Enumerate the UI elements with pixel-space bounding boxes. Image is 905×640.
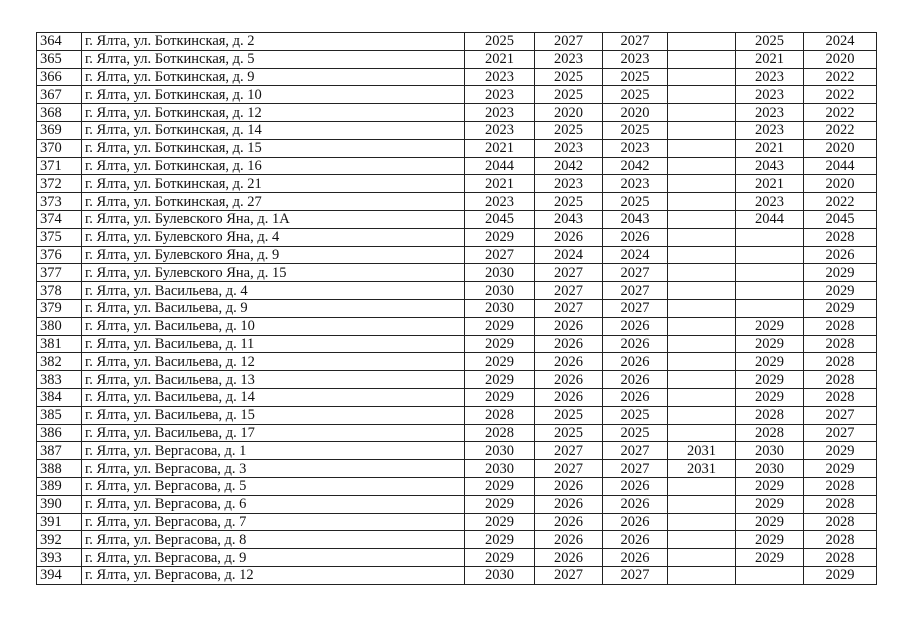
address-cell: г. Ялта, ул. Васильева, д. 15 (82, 406, 465, 424)
address-cell: г. Ялта, ул. Боткинская, д. 2 (82, 33, 465, 51)
year-col-3-cell: 2026 (603, 317, 668, 335)
row-number-cell: 376 (37, 246, 82, 264)
year-col-3-cell: 2043 (603, 210, 668, 228)
year-col-1-cell: 2045 (465, 210, 535, 228)
year-col-5-cell: 2029 (736, 371, 804, 389)
year-col-6-cell: 2020 (804, 139, 877, 157)
year-col-6-cell: 2029 (804, 566, 877, 584)
year-col-6-cell: 2044 (804, 157, 877, 175)
table-row (37, 50, 877, 68)
row-number-cell: 390 (37, 495, 82, 513)
year-col-2-cell: 2042 (535, 157, 603, 175)
year-col-6-cell: 2028 (804, 353, 877, 371)
year-col-2-cell: 2026 (535, 477, 603, 495)
address-cell: г. Ялта, ул. Булевского Яна, д. 15 (82, 264, 465, 282)
table-row (37, 228, 877, 246)
address-cell: г. Ялта, ул. Васильева, д. 4 (82, 282, 465, 300)
year-col-4-cell (668, 68, 736, 86)
row-number-cell: 366 (37, 68, 82, 86)
year-col-1-cell: 2029 (465, 549, 535, 567)
year-col-2-cell: 2027 (535, 299, 603, 317)
row-number-cell: 393 (37, 549, 82, 567)
year-col-5-cell: 2029 (736, 495, 804, 513)
year-col-3-cell: 2025 (603, 193, 668, 211)
table-row (37, 317, 877, 335)
address-cell: г. Ялта, ул. Вергасова, д. 3 (82, 460, 465, 478)
year-col-4-cell (668, 566, 736, 584)
year-col-5-cell: 2029 (736, 353, 804, 371)
table-row (37, 299, 877, 317)
year-col-4-cell (668, 121, 736, 139)
year-col-4-cell (668, 388, 736, 406)
year-col-6-cell: 2022 (804, 86, 877, 104)
row-number-cell: 374 (37, 210, 82, 228)
year-col-5-cell: 2028 (736, 406, 804, 424)
table-row (37, 121, 877, 139)
year-col-3-cell: 2025 (603, 86, 668, 104)
address-cell: г. Ялта, ул. Вергасова, д. 7 (82, 513, 465, 531)
year-col-2-cell: 2023 (535, 50, 603, 68)
year-col-2-cell: 2026 (535, 335, 603, 353)
year-col-2-cell: 2026 (535, 353, 603, 371)
year-col-2-cell: 2027 (535, 264, 603, 282)
year-col-1-cell: 2027 (465, 246, 535, 264)
table-row (37, 549, 877, 567)
year-col-1-cell: 2021 (465, 175, 535, 193)
year-col-5-cell: 2023 (736, 104, 804, 122)
row-number-cell: 373 (37, 193, 82, 211)
year-col-1-cell: 2029 (465, 495, 535, 513)
table-row (37, 104, 877, 122)
year-col-1-cell: 2030 (465, 460, 535, 478)
table-row (37, 388, 877, 406)
year-col-4-cell (668, 104, 736, 122)
year-col-3-cell: 2027 (603, 282, 668, 300)
year-col-2-cell: 2027 (535, 460, 603, 478)
year-col-5-cell (736, 566, 804, 584)
year-col-5-cell: 2025 (736, 33, 804, 51)
year-col-6-cell: 2028 (804, 335, 877, 353)
year-col-5-cell: 2029 (736, 335, 804, 353)
year-col-2-cell: 2027 (535, 282, 603, 300)
year-col-2-cell: 2025 (535, 424, 603, 442)
row-number-cell: 378 (37, 282, 82, 300)
year-col-2-cell: 2024 (535, 246, 603, 264)
table-row (37, 264, 877, 282)
year-col-2-cell: 2025 (535, 68, 603, 86)
row-number-cell: 368 (37, 104, 82, 122)
table-row (37, 531, 877, 549)
address-cell: г. Ялта, ул. Боткинская, д. 16 (82, 157, 465, 175)
year-col-3-cell: 2027 (603, 460, 668, 478)
year-col-6-cell: 2045 (804, 210, 877, 228)
address-cell: г. Ялта, ул. Боткинская, д. 27 (82, 193, 465, 211)
year-col-5-cell: 2021 (736, 139, 804, 157)
year-col-6-cell: 2028 (804, 549, 877, 567)
table-row (37, 282, 877, 300)
year-col-3-cell: 2026 (603, 228, 668, 246)
year-col-5-cell: 2030 (736, 442, 804, 460)
row-number-cell: 369 (37, 121, 82, 139)
year-col-5-cell (736, 264, 804, 282)
table-row (37, 477, 877, 495)
row-number-cell: 392 (37, 531, 82, 549)
address-cell: г. Ялта, ул. Васильева, д. 10 (82, 317, 465, 335)
address-cell: г. Ялта, ул. Булевского Яна, д. 9 (82, 246, 465, 264)
year-col-2-cell: 2023 (535, 139, 603, 157)
year-col-2-cell: 2043 (535, 210, 603, 228)
year-col-1-cell: 2021 (465, 50, 535, 68)
year-col-2-cell: 2027 (535, 33, 603, 51)
year-col-5-cell: 2029 (736, 317, 804, 335)
year-col-5-cell: 2023 (736, 193, 804, 211)
year-col-4-cell (668, 86, 736, 104)
year-col-5-cell: 2029 (736, 477, 804, 495)
year-col-6-cell: 2028 (804, 513, 877, 531)
address-cell: г. Ялта, ул. Вергасова, д. 1 (82, 442, 465, 460)
row-number-cell: 389 (37, 477, 82, 495)
year-col-1-cell: 2028 (465, 406, 535, 424)
year-col-6-cell: 2022 (804, 68, 877, 86)
year-col-3-cell: 2020 (603, 104, 668, 122)
year-col-3-cell: 2026 (603, 335, 668, 353)
year-col-6-cell: 2029 (804, 442, 877, 460)
year-col-2-cell: 2026 (535, 549, 603, 567)
table-row (37, 442, 877, 460)
year-col-3-cell: 2025 (603, 406, 668, 424)
year-col-1-cell: 2029 (465, 371, 535, 389)
year-col-2-cell: 2026 (535, 228, 603, 246)
year-col-1-cell: 2044 (465, 157, 535, 175)
year-col-6-cell: 2028 (804, 495, 877, 513)
year-col-1-cell: 2029 (465, 317, 535, 335)
year-col-5-cell: 2028 (736, 424, 804, 442)
address-cell: г. Ялта, ул. Васильева, д. 9 (82, 299, 465, 317)
table-row (37, 33, 877, 51)
address-cell: г. Ялта, ул. Боткинская, д. 9 (82, 68, 465, 86)
year-col-4-cell (668, 531, 736, 549)
year-col-5-cell (736, 299, 804, 317)
year-col-3-cell: 2026 (603, 495, 668, 513)
address-cell: г. Ялта, ул. Боткинская, д. 21 (82, 175, 465, 193)
year-col-3-cell: 2025 (603, 121, 668, 139)
address-cell: г. Ялта, ул. Булевского Яна, д. 4 (82, 228, 465, 246)
table-row (37, 371, 877, 389)
address-cell: г. Ялта, ул. Васильева, д. 12 (82, 353, 465, 371)
year-col-4-cell (668, 210, 736, 228)
address-cell: г. Ялта, ул. Вергасова, д. 6 (82, 495, 465, 513)
address-cell: г. Ялта, ул. Боткинская, д. 10 (82, 86, 465, 104)
address-cell: г. Ялта, ул. Васильева, д. 14 (82, 388, 465, 406)
year-col-6-cell: 2022 (804, 121, 877, 139)
year-col-1-cell: 2023 (465, 104, 535, 122)
year-col-6-cell: 2029 (804, 282, 877, 300)
year-col-2-cell: 2026 (535, 388, 603, 406)
year-col-5-cell: 2023 (736, 121, 804, 139)
row-number-cell: 386 (37, 424, 82, 442)
year-col-6-cell: 2026 (804, 246, 877, 264)
year-col-1-cell: 2023 (465, 68, 535, 86)
year-col-6-cell: 2022 (804, 104, 877, 122)
year-col-3-cell: 2027 (603, 33, 668, 51)
table-row (37, 353, 877, 371)
year-col-2-cell: 2026 (535, 495, 603, 513)
year-col-4-cell (668, 139, 736, 157)
year-col-3-cell: 2026 (603, 388, 668, 406)
year-col-5-cell: 2029 (736, 549, 804, 567)
buildings-repair-schedule-table (36, 32, 877, 585)
address-cell: г. Ялта, ул. Боткинская, д. 12 (82, 104, 465, 122)
year-col-3-cell: 2042 (603, 157, 668, 175)
row-number-cell: 367 (37, 86, 82, 104)
year-col-4-cell (668, 33, 736, 51)
year-col-5-cell (736, 246, 804, 264)
row-number-cell: 384 (37, 388, 82, 406)
row-number-cell: 394 (37, 566, 82, 584)
year-col-4-cell (668, 477, 736, 495)
year-col-6-cell: 2024 (804, 33, 877, 51)
year-col-1-cell: 2030 (465, 566, 535, 584)
year-col-1-cell: 2023 (465, 86, 535, 104)
address-cell: г. Ялта, ул. Васильева, д. 17 (82, 424, 465, 442)
year-col-4-cell: 2031 (668, 460, 736, 478)
year-col-4-cell (668, 228, 736, 246)
year-col-4-cell (668, 513, 736, 531)
year-col-1-cell: 2028 (465, 424, 535, 442)
table-row (37, 175, 877, 193)
address-cell: г. Ялта, ул. Боткинская, д. 14 (82, 121, 465, 139)
year-col-3-cell: 2026 (603, 477, 668, 495)
year-col-4-cell (668, 335, 736, 353)
year-col-3-cell: 2027 (603, 566, 668, 584)
year-col-2-cell: 2025 (535, 193, 603, 211)
row-number-cell: 380 (37, 317, 82, 335)
address-cell: г. Ялта, ул. Вергасова, д. 9 (82, 549, 465, 567)
row-number-cell: 383 (37, 371, 82, 389)
year-col-6-cell: 2020 (804, 175, 877, 193)
year-col-6-cell: 2028 (804, 531, 877, 549)
year-col-3-cell: 2024 (603, 246, 668, 264)
row-number-cell: 377 (37, 264, 82, 282)
year-col-1-cell: 2025 (465, 33, 535, 51)
address-cell: г. Ялта, ул. Боткинская, д. 5 (82, 50, 465, 68)
table-row (37, 246, 877, 264)
table-row (37, 157, 877, 175)
year-col-4-cell (668, 157, 736, 175)
table-row (37, 193, 877, 211)
year-col-5-cell: 2044 (736, 210, 804, 228)
year-col-6-cell: 2022 (804, 193, 877, 211)
year-col-1-cell: 2029 (465, 477, 535, 495)
year-col-5-cell: 2029 (736, 388, 804, 406)
row-number-cell: 379 (37, 299, 82, 317)
year-col-5-cell (736, 228, 804, 246)
address-cell: г. Ялта, ул. Боткинская, д. 15 (82, 139, 465, 157)
year-col-5-cell: 2023 (736, 86, 804, 104)
year-col-1-cell: 2029 (465, 228, 535, 246)
table-row (37, 139, 877, 157)
year-col-2-cell: 2025 (535, 86, 603, 104)
address-cell: г. Ялта, ул. Васильева, д. 13 (82, 371, 465, 389)
table-body (37, 33, 877, 585)
year-col-3-cell: 2026 (603, 549, 668, 567)
year-col-1-cell: 2030 (465, 442, 535, 460)
year-col-3-cell: 2023 (603, 175, 668, 193)
table-row (37, 335, 877, 353)
year-col-3-cell: 2026 (603, 371, 668, 389)
row-number-cell: 388 (37, 460, 82, 478)
year-col-6-cell: 2029 (804, 299, 877, 317)
row-number-cell: 370 (37, 139, 82, 157)
row-number-cell: 387 (37, 442, 82, 460)
year-col-3-cell: 2025 (603, 424, 668, 442)
year-col-1-cell: 2023 (465, 193, 535, 211)
year-col-4-cell (668, 50, 736, 68)
year-col-4-cell (668, 495, 736, 513)
year-col-4-cell: 2031 (668, 442, 736, 460)
year-col-3-cell: 2027 (603, 264, 668, 282)
table-row (37, 406, 877, 424)
year-col-1-cell: 2021 (465, 139, 535, 157)
year-col-2-cell: 2027 (535, 566, 603, 584)
row-number-cell: 385 (37, 406, 82, 424)
address-cell: г. Ялта, ул. Булевского Яна, д. 1А (82, 210, 465, 228)
year-col-5-cell (736, 282, 804, 300)
year-col-5-cell: 2030 (736, 460, 804, 478)
address-cell: г. Ялта, ул. Вергасова, д. 5 (82, 477, 465, 495)
row-number-cell: 371 (37, 157, 82, 175)
year-col-4-cell (668, 371, 736, 389)
year-col-6-cell: 2028 (804, 388, 877, 406)
year-col-3-cell: 2027 (603, 442, 668, 460)
year-col-4-cell (668, 406, 736, 424)
year-col-1-cell: 2030 (465, 264, 535, 282)
year-col-6-cell: 2020 (804, 50, 877, 68)
year-col-6-cell: 2027 (804, 406, 877, 424)
table-row (37, 513, 877, 531)
year-col-6-cell: 2028 (804, 371, 877, 389)
year-col-3-cell: 2027 (603, 299, 668, 317)
row-number-cell: 382 (37, 353, 82, 371)
year-col-5-cell: 2029 (736, 531, 804, 549)
year-col-6-cell: 2027 (804, 424, 877, 442)
year-col-2-cell: 2026 (535, 531, 603, 549)
year-col-5-cell: 2029 (736, 513, 804, 531)
year-col-1-cell: 2029 (465, 388, 535, 406)
address-cell: г. Ялта, ул. Вергасова, д. 12 (82, 566, 465, 584)
year-col-6-cell: 2029 (804, 460, 877, 478)
year-col-2-cell: 2020 (535, 104, 603, 122)
year-col-2-cell: 2025 (535, 121, 603, 139)
address-cell: г. Ялта, ул. Вергасова, д. 8 (82, 531, 465, 549)
table-row (37, 210, 877, 228)
year-col-6-cell: 2029 (804, 264, 877, 282)
year-col-3-cell: 2025 (603, 68, 668, 86)
table-row (37, 68, 877, 86)
year-col-4-cell (668, 353, 736, 371)
year-col-1-cell: 2029 (465, 353, 535, 371)
year-col-4-cell (668, 549, 736, 567)
year-col-2-cell: 2026 (535, 317, 603, 335)
year-col-2-cell: 2025 (535, 406, 603, 424)
year-col-3-cell: 2026 (603, 353, 668, 371)
year-col-4-cell (668, 317, 736, 335)
year-col-5-cell: 2023 (736, 68, 804, 86)
year-col-5-cell: 2021 (736, 175, 804, 193)
year-col-3-cell: 2023 (603, 139, 668, 157)
year-col-1-cell: 2030 (465, 299, 535, 317)
table-row (37, 566, 877, 584)
row-number-cell: 381 (37, 335, 82, 353)
table-row (37, 495, 877, 513)
year-col-4-cell (668, 175, 736, 193)
year-col-2-cell: 2027 (535, 442, 603, 460)
year-col-4-cell (668, 299, 736, 317)
year-col-4-cell (668, 193, 736, 211)
year-col-4-cell (668, 282, 736, 300)
row-number-cell: 391 (37, 513, 82, 531)
table-row (37, 424, 877, 442)
year-col-6-cell: 2028 (804, 477, 877, 495)
year-col-2-cell: 2023 (535, 175, 603, 193)
year-col-2-cell: 2026 (535, 513, 603, 531)
year-col-3-cell: 2026 (603, 513, 668, 531)
year-col-3-cell: 2023 (603, 50, 668, 68)
row-number-cell: 372 (37, 175, 82, 193)
year-col-1-cell: 2023 (465, 121, 535, 139)
year-col-3-cell: 2026 (603, 531, 668, 549)
year-col-5-cell: 2043 (736, 157, 804, 175)
table-row (37, 460, 877, 478)
year-col-6-cell: 2028 (804, 317, 877, 335)
row-number-cell: 364 (37, 33, 82, 51)
year-col-4-cell (668, 264, 736, 282)
table-row (37, 86, 877, 104)
year-col-2-cell: 2026 (535, 371, 603, 389)
year-col-5-cell: 2021 (736, 50, 804, 68)
year-col-1-cell: 2029 (465, 335, 535, 353)
year-col-4-cell (668, 246, 736, 264)
address-cell: г. Ялта, ул. Васильева, д. 11 (82, 335, 465, 353)
year-col-1-cell: 2029 (465, 531, 535, 549)
row-number-cell: 375 (37, 228, 82, 246)
row-number-cell: 365 (37, 50, 82, 68)
year-col-1-cell: 2030 (465, 282, 535, 300)
year-col-4-cell (668, 424, 736, 442)
year-col-6-cell: 2028 (804, 228, 877, 246)
year-col-1-cell: 2029 (465, 513, 535, 531)
